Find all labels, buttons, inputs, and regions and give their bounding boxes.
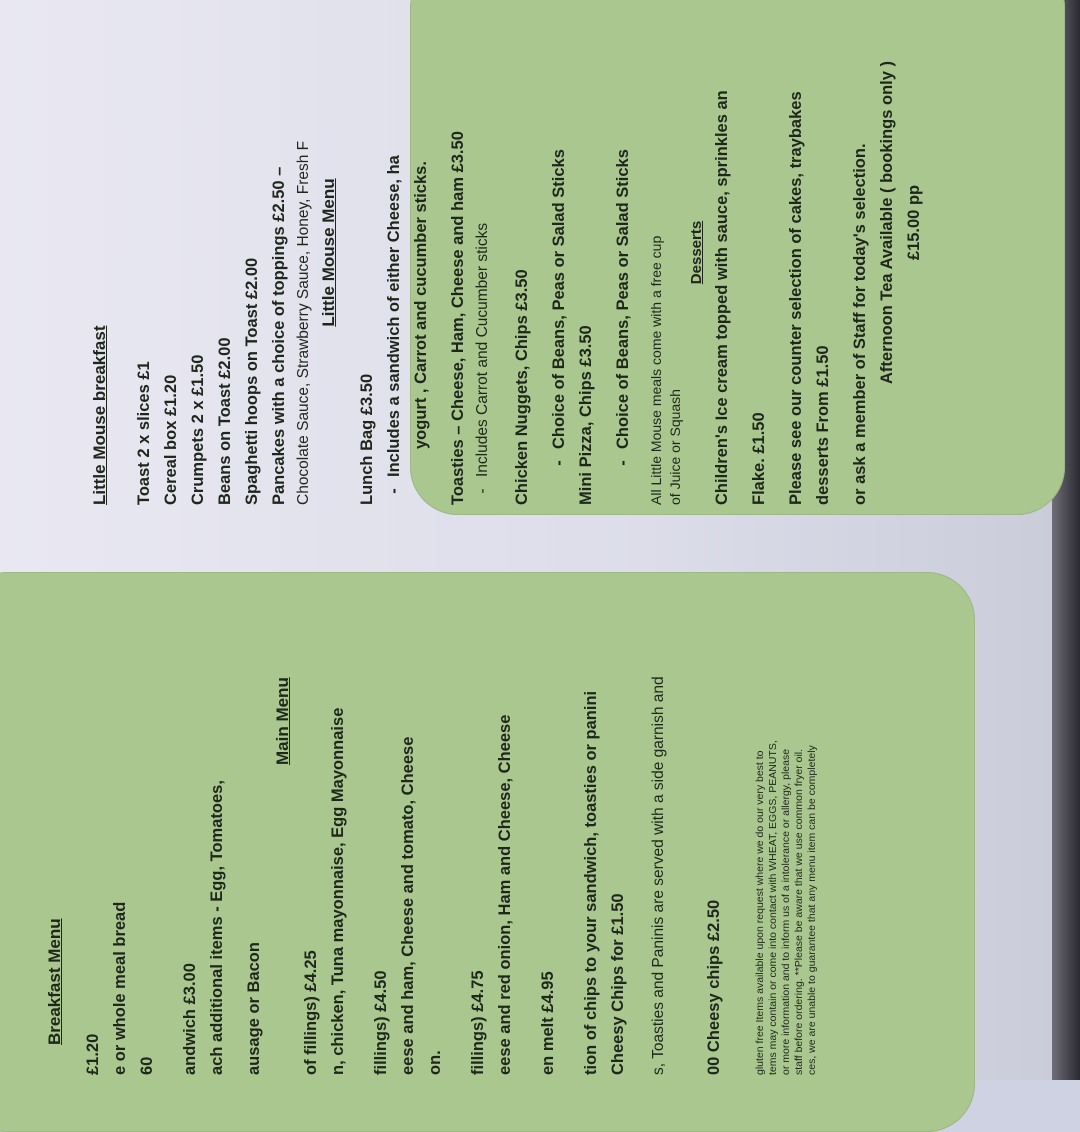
afternoon-tea-price: £15.00 pp (905, 184, 923, 261)
breakfast-line: e or whole meal bread (111, 901, 129, 1075)
breakfast-menu-heading: Breakfast Menu (45, 918, 64, 1045)
main-line: n, chicken, Tuna mayonnaise, Egg Mayonnaise (329, 707, 347, 1075)
toasties-detail: - Includes Carrot and Cucumber sticks (472, 0, 493, 505)
toasties-item: Toasties – Cheese, Ham, Cheese and ham £3.50 (449, 131, 467, 505)
little-mouse-menu-heading: Little Mouse Menu (319, 178, 338, 327)
cereal-item: Cereal box £1.20 (162, 374, 180, 505)
little-mouse-menu (85, 0, 1065, 505)
main-line: fillings) £4.50 (372, 970, 390, 1075)
counter-selection: Please see our counter selection of cakes, traybakes (787, 91, 805, 505)
main-line: 00 Cheesy chips £2.50 (705, 899, 723, 1075)
allergy-note: gluten free Items available upon request where we do our very best to (754, 750, 766, 1075)
breakfast-line: ach additional items - Egg, Tomatoes, (208, 780, 226, 1075)
meals-note-2: of Juice or Squash (667, 389, 683, 505)
main-line: eese and ham, Cheese and tomato, Cheese (399, 736, 417, 1075)
breakfast-line: £1.20 (84, 1033, 102, 1075)
main-line: on. (426, 1050, 444, 1075)
nuggets-choice: - Choice of Beans, Peas or Salad Sticks (546, 0, 573, 505)
toast-item: Toast 2 x slices £1 (135, 361, 153, 505)
main-line: Cheesy Chips for £1.50 (609, 893, 627, 1075)
spaghetti-item: Spaghetti hoops on Toast £2.00 (243, 257, 261, 505)
main-line: fillings) £4.75 (469, 970, 487, 1075)
afternoon-tea: Afternoon Tea Available ( bookings only ) (878, 61, 896, 384)
lunch-bag-item: Lunch Bag £3.50 (358, 373, 376, 505)
breakfast-line: ausage or Bacon (245, 942, 263, 1075)
flake-item: Flake. £1.50 (750, 412, 768, 505)
meals-note: All Little Mouse meals come with a free cup (648, 235, 664, 505)
main-line: tion of chips to your sandwich, toasties or panini (582, 690, 600, 1075)
desserts-heading: Desserts (688, 220, 705, 285)
lunch-bag-detail: - Includes a sandwich of either Cheese, ha (381, 0, 408, 505)
main-line: of fillings) £4.25 (302, 950, 320, 1075)
pizza-choice: - Choice of Beans, Peas or Salad Sticks (610, 0, 637, 505)
breakfast-line: andwich £3.00 (181, 963, 199, 1075)
beans-toast-item: Beans on Toast £2.00 (216, 337, 234, 505)
main-line: s, Toasties and Paninis are served with a side garnish and (650, 676, 667, 1075)
little-mouse-breakfast-heading: Little Mouse breakfast (90, 325, 109, 505)
breakfast-line: 60 (138, 1056, 156, 1075)
nuggets-item: Chicken Nuggets, Chips £3.50 (513, 269, 531, 505)
allergy-note: staff before ordering. **Please be aware that we use common fryer oil. (793, 748, 805, 1075)
ask-staff: or ask a member of Staff for today's selection. (851, 143, 869, 505)
allergy-note: ces, we are unable to guarantee that any menu item can be completely (806, 745, 818, 1075)
counter-selection-2: desserts From £1.50 (814, 345, 832, 505)
allergy-note: or more information and to inform us of a intolerance or allergy, please (780, 748, 792, 1075)
pancake-toppings: Chocolate Sauce, Strawberry Sauce, Honey, Fresh F (295, 140, 312, 505)
main-line: eese and red onion, Ham and Cheese, Cheese (496, 714, 514, 1075)
breakfast-main-menu (40, 555, 1000, 1075)
ice-cream-item: Children's Ice cream topped with sauce, sprinkles an (713, 90, 731, 505)
crumpets-item: Crumpets 2 x £1.50 (189, 354, 207, 505)
main-line: en melt £4.95 (539, 971, 557, 1075)
allergy-note: tems may contain or come into contact with WHEAT, EGGS, PEANUTS, (767, 740, 779, 1075)
main-menu-heading: Main Menu (273, 677, 292, 765)
pancakes-item: Pancakes with a choice of toppings £2.50 – (270, 166, 288, 505)
pizza-item: Mini Pizza, Chips £3.50 (577, 325, 595, 505)
lunch-bag-detail-2: yogurt , Carrot and cucumber sticks. (412, 161, 430, 449)
